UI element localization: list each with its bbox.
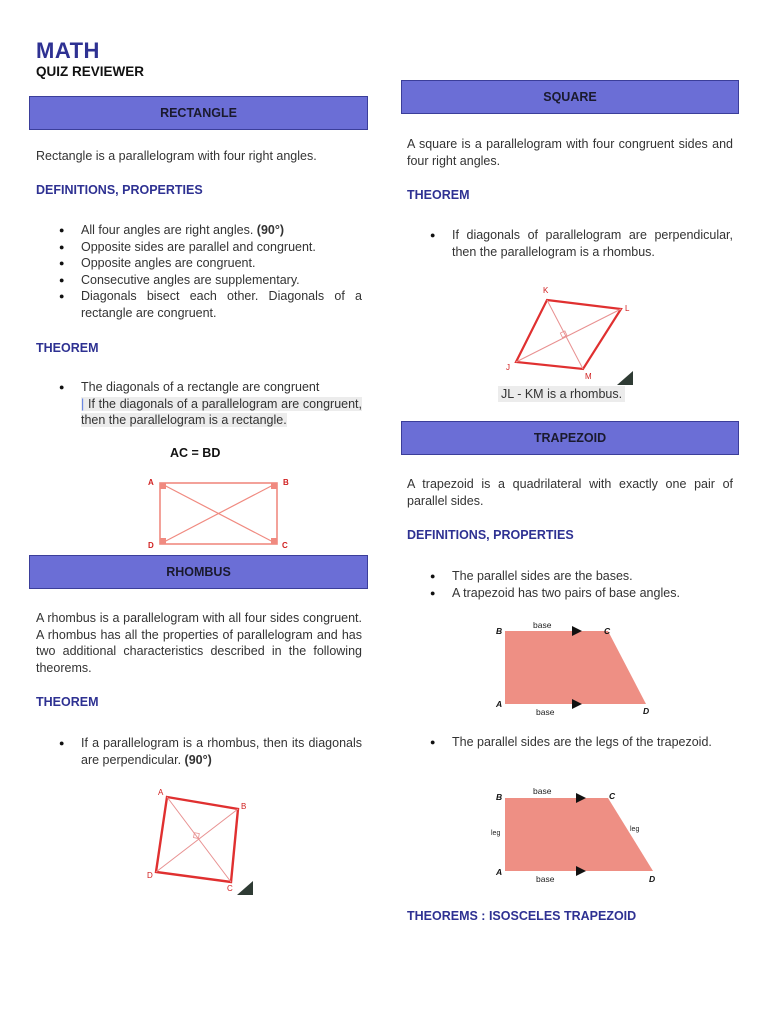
rhombus-figure <box>145 785 257 897</box>
rhombus-intro: A rhombus is a parallelogram with all four sides congruent. A rhombus has all the properties of parallelogram and has two additional characteristics described in the following theorems. <box>36 611 362 675</box>
square-figure <box>505 282 635 386</box>
section-bar-square: SQUARE <box>401 80 739 114</box>
trapezoid-props-list <box>407 568 733 601</box>
base-label: base <box>533 620 552 630</box>
vertex-label: A <box>496 867 503 877</box>
page-title: MATH <box>36 38 100 63</box>
vertex-label: B <box>496 626 503 636</box>
rectangle-equation: AC = BD <box>170 446 221 460</box>
square-intro: A square is a parallelogram with four congruent sides and four right angles. <box>407 137 733 168</box>
vertex-label: D <box>649 874 656 884</box>
vertex-label: M <box>585 372 592 381</box>
vertex-label: D <box>148 541 154 550</box>
trapezoid-intro: A trapezoid is a quadrilateral with exactly one pair of parallel sides. <box>407 477 733 508</box>
section-bar-rectangle: RECTANGLE <box>29 96 368 130</box>
list-item: ● If diagonals of parallelogram are perpendicular, then the parallelogram is a rhombus. <box>407 227 733 260</box>
vertex-label: L <box>625 304 630 313</box>
list-item: ● Consecutive angles are supplementary. <box>36 272 362 289</box>
vertex-label: C <box>282 541 288 550</box>
theorem-highlight: | If the diagonals of a parallelogram are congruent, then the parallelogram is a rectangle. <box>81 396 362 428</box>
list-item <box>36 379 362 429</box>
vertex-label: B <box>283 478 289 487</box>
rectangle-intro: Rectangle is a parallelogram with four right angles. <box>36 149 317 163</box>
base-label: base <box>533 786 552 796</box>
trapezoid-figure-legs <box>488 782 660 888</box>
list-item: ● A trapezoid has two pairs of base angles. <box>407 585 733 602</box>
list-item: ● The parallel sides are the bases. <box>407 568 733 585</box>
leg-label: leg <box>491 830 501 837</box>
vertex-label: C <box>604 626 611 636</box>
vertex-label: K <box>543 286 549 295</box>
rhombus-theorem-list <box>36 735 362 768</box>
rectangle-theorem-list <box>36 379 362 429</box>
leg-label: leg <box>630 826 640 833</box>
vertex-label: D <box>643 706 650 716</box>
list-item: ● Diagonals bisect each other. Diagonals of a rectangle are congruent. <box>36 288 362 321</box>
square-theorem-list <box>407 227 733 260</box>
list-item: ● All four angles are right angles. (90°) <box>36 222 362 239</box>
rectangle-figure <box>145 472 295 552</box>
vertex-label: C <box>227 884 233 893</box>
list-item: ● Opposite sides are parallel and congruent. <box>36 239 362 256</box>
vertex-label: A <box>148 478 154 487</box>
vertex-label: J <box>506 363 510 372</box>
trapezoid-legs-list <box>407 734 733 751</box>
list-item: ● Opposite angles are congruent. <box>36 255 362 272</box>
vertex-label: A <box>158 788 164 797</box>
vertex-label: C <box>609 791 616 801</box>
vertex-label: A <box>496 699 503 709</box>
base-label: base <box>536 707 555 717</box>
square-caption: JL - KM is a rhombus. <box>498 386 625 402</box>
square-theorem-heading: THEOREM <box>407 188 470 202</box>
section-bar-rhombus: RHOMBUS <box>29 555 368 589</box>
rectangle-props-list <box>36 222 362 322</box>
trapezoid-figure-bases <box>490 615 660 721</box>
list-item: ● If a parallelogram is a rhombus, then its diagonals are perpendicular. (90°) <box>36 735 362 768</box>
vertex-label: B <box>496 792 503 802</box>
list-item: ● The parallel sides are the legs of the trapezoid. <box>407 734 733 751</box>
trapezoid-def-heading: DEFINITIONS, PROPERTIES <box>407 528 574 542</box>
vertex-label: B <box>241 802 247 811</box>
page-subtitle: QUIZ REVIEWER <box>36 64 145 79</box>
vertex-label: D <box>147 871 153 880</box>
rhombus-theorem-heading: THEOREM <box>36 695 99 709</box>
base-label: base <box>536 874 555 884</box>
theorem-line: The diagonals of a rectangle are congruent <box>81 380 320 394</box>
rectangle-def-heading: DEFINITIONS, PROPERTIES <box>36 183 203 197</box>
isosceles-theorem-heading: THEOREMS : ISOSCELES TRAPEZOID <box>407 909 637 923</box>
section-bar-trapezoid: TRAPEZOID <box>401 421 739 455</box>
rectangle-theorem-heading: THEOREM <box>36 341 99 355</box>
